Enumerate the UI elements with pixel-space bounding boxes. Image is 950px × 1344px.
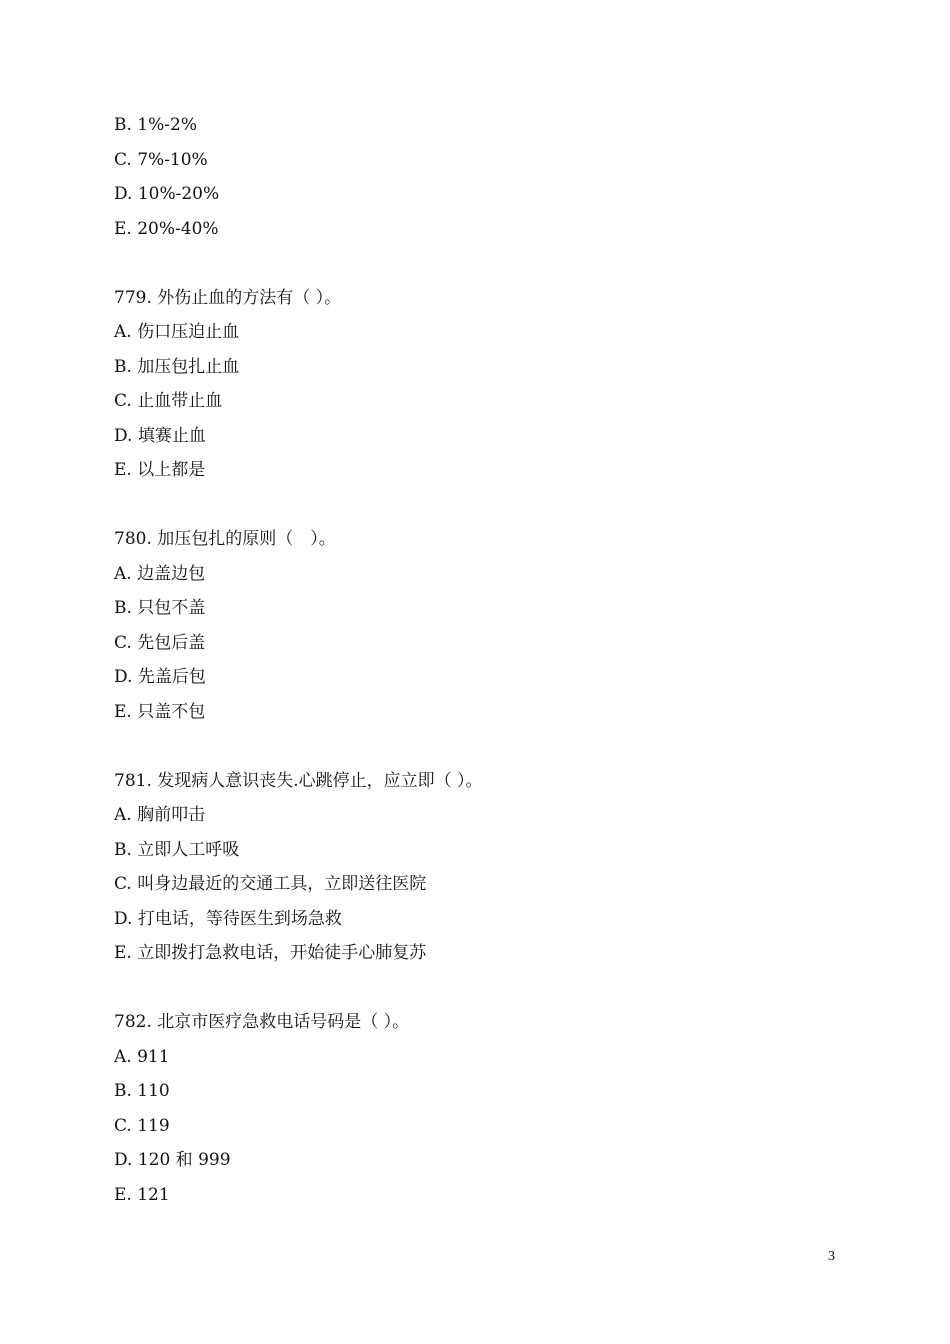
question-stem: 779. 外伤止血的方法有（ ）。 [114,287,342,308]
option-line: A. 911 [114,1046,170,1067]
spacer [114,729,874,764]
option-line: C. 先包后盖 [114,632,206,653]
question-stem: 782. 北京市医疗急救电话号码是（ ）。 [114,1012,410,1032]
option-line: C. 止血带止血 [114,391,223,411]
spacer [114,488,874,523]
page-content [114,108,874,1212]
question-782 [114,1005,874,1212]
option-line: D. 10%-20% [114,184,220,204]
question-779 [114,281,874,488]
page-number: 3 [828,1249,835,1264]
option-line: B. 立即人工呼吸 [114,839,240,860]
option-line: C. 7%-10% [114,149,208,170]
option-line: D. 120 和 999 [114,1150,231,1170]
option-line: B. 110 [114,1081,170,1101]
option-line: E. 以上都是 [114,460,206,480]
option-line: D. 填赛止血 [114,425,206,446]
spacer [114,246,874,281]
question-stem: 780. 加压包扎的原则（ ）。 [114,529,336,549]
option-line: B. 只包不盖 [114,598,206,618]
option-line: E. 121 [114,1184,170,1205]
option-line: B. 1%-2% [114,115,197,135]
spacer [114,971,874,1006]
option-line: E. 立即拨打急救电话，开始徒手心肺复苏 [114,943,427,963]
option-line: A. 边盖边包 [114,563,206,584]
option-line: C. 119 [114,1115,170,1136]
option-line: E. 20%-40% [114,218,219,239]
option-line: A. 伤口压迫止血 [114,322,240,342]
option-line: E. 只盖不包 [114,701,206,722]
option-line: C. 叫身边最近的交通工具，立即送往医院 [114,874,427,894]
question-stem: 781. 发现病人意识丧失.心跳停止，应立即（ ）。 [114,770,483,791]
option-line: D. 先盖后包 [114,667,206,687]
question-780 [114,522,874,729]
option-line: B. 加压包扎止血 [114,356,240,377]
option-line: A. 胸前叩击 [114,805,206,825]
carry-over-options [114,108,874,246]
option-line: D. 打电话，等待医生到场急救 [114,908,342,929]
question-781 [114,764,874,971]
